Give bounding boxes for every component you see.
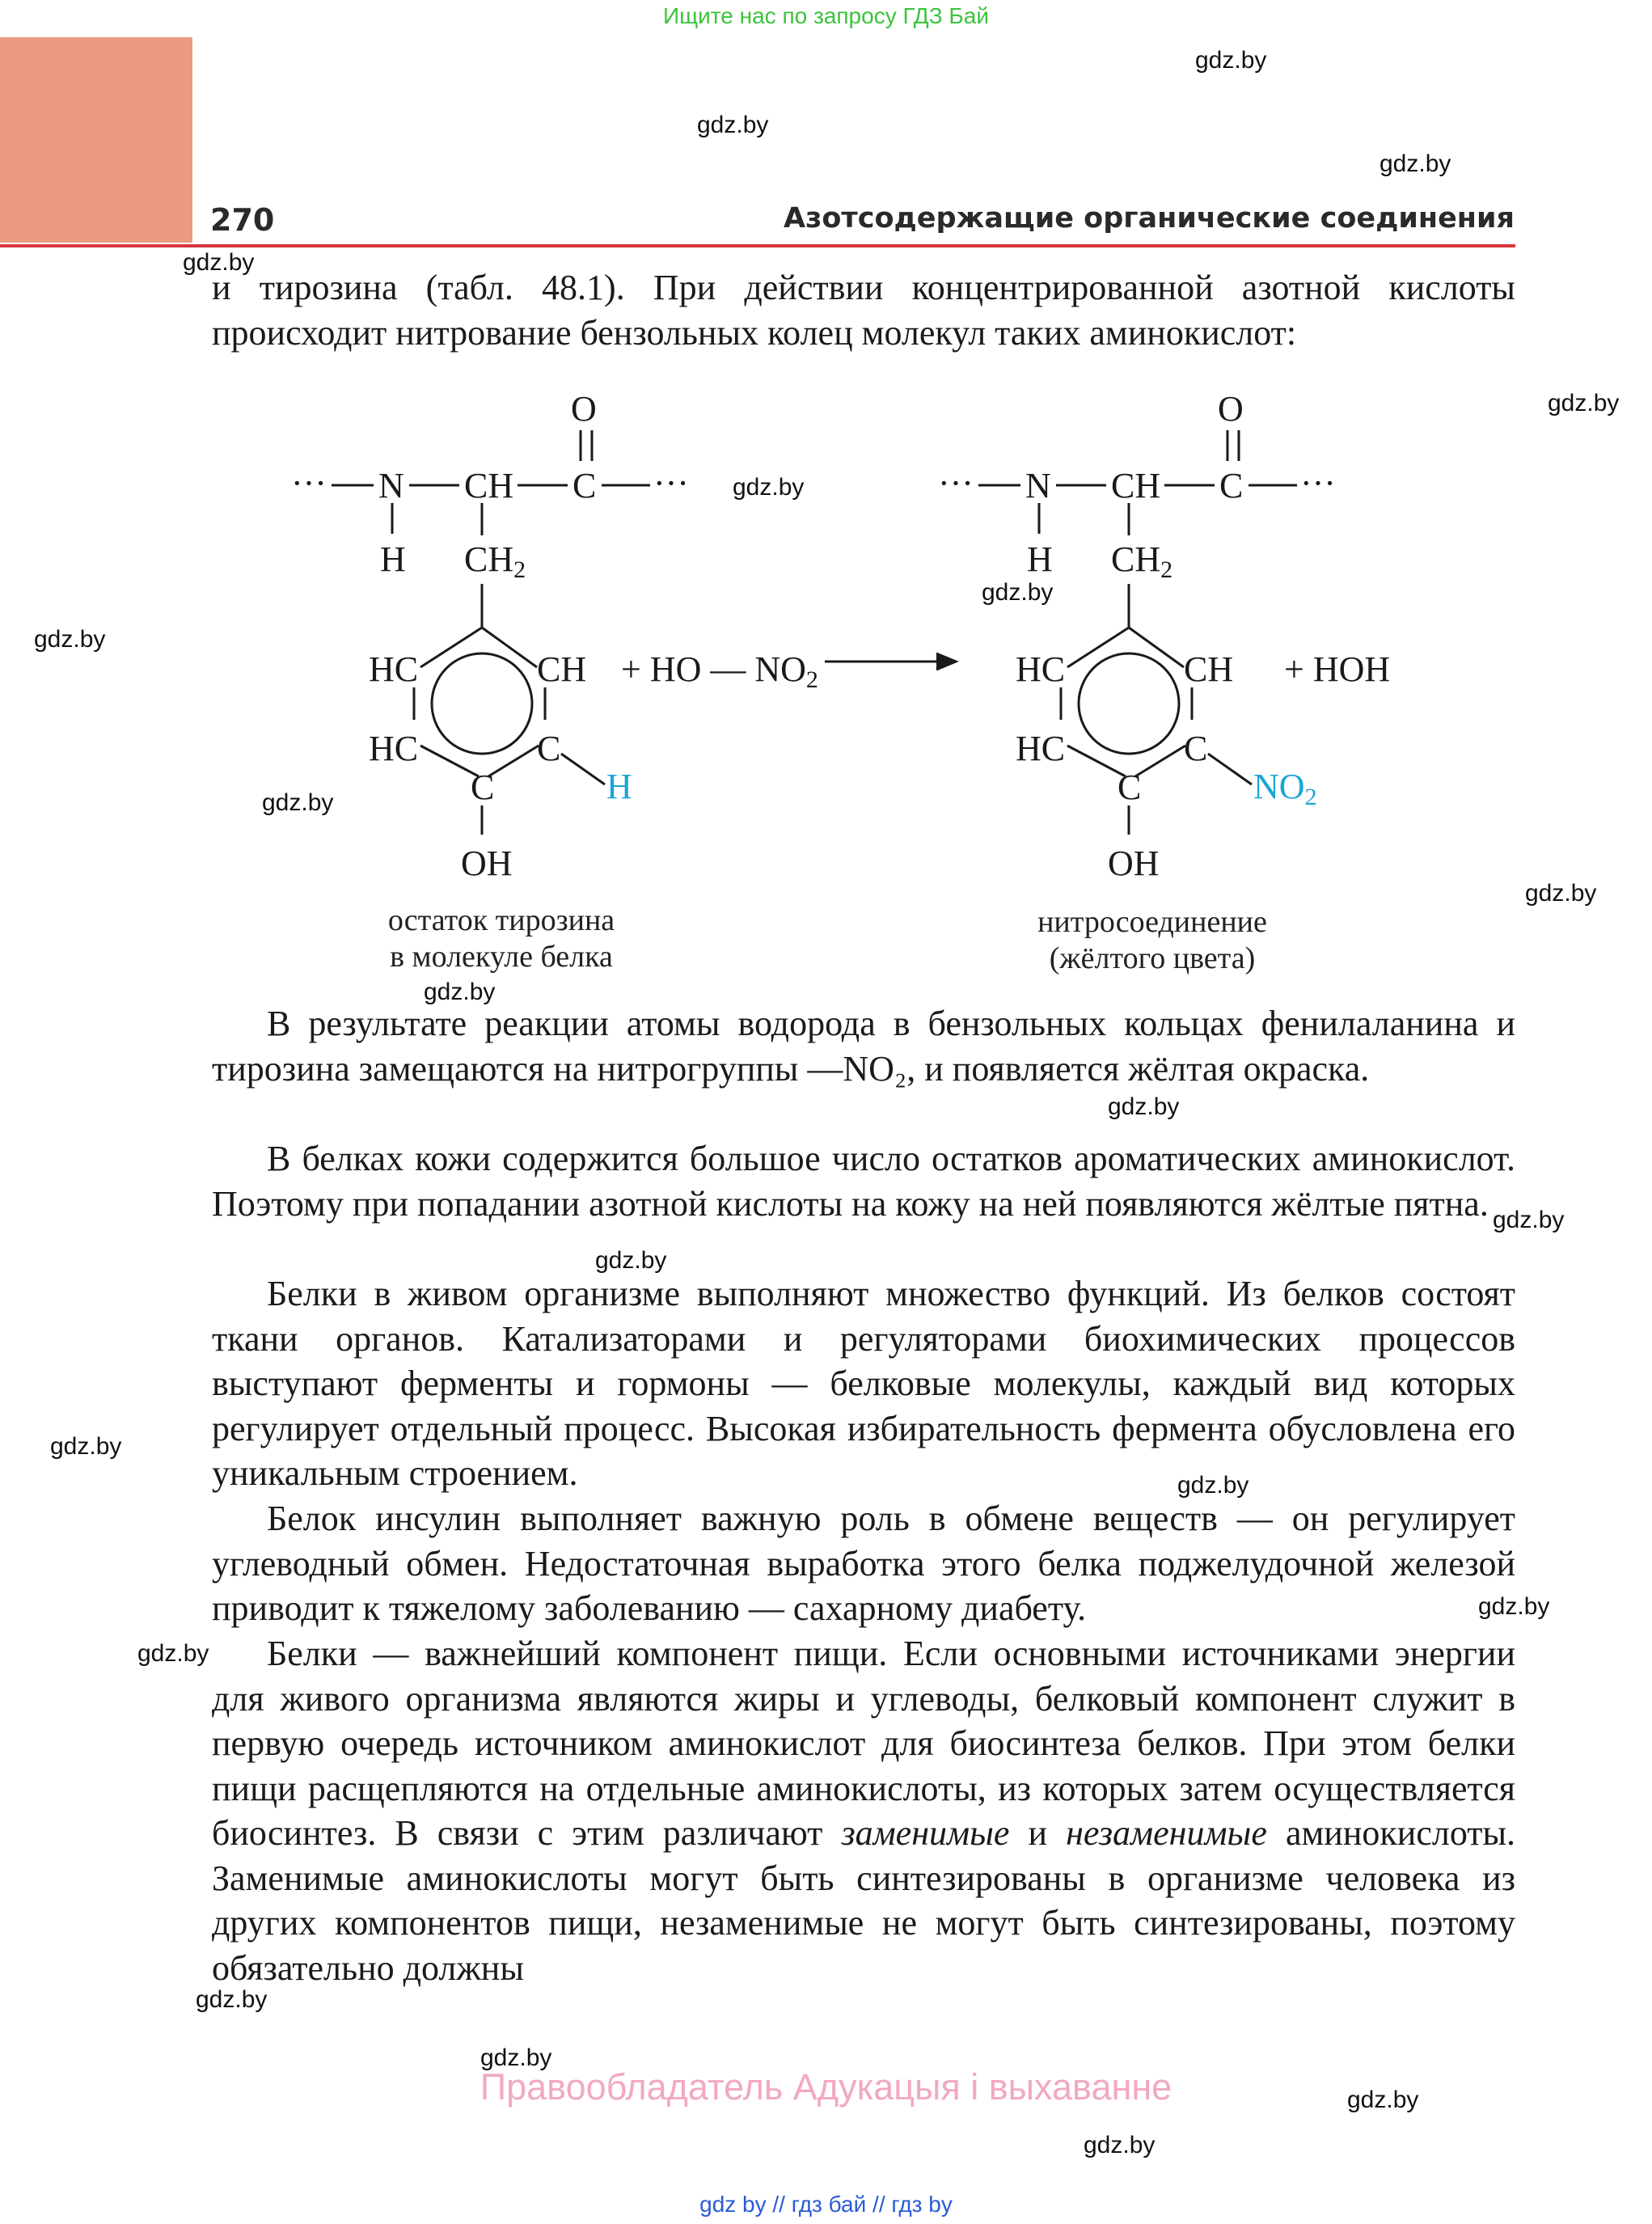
carbonyl-c: C xyxy=(572,466,597,505)
watermark: gdz.by xyxy=(34,626,106,653)
left-caption-line-1: остаток тирозина xyxy=(387,903,615,937)
reagent-nitric-acid: + HO — NO xyxy=(621,649,806,689)
chapter-title: Азотсодержащие органические соединения xyxy=(783,202,1515,235)
ring-c-bottom: C xyxy=(471,767,495,807)
watermark: gdz.by xyxy=(697,112,769,138)
watermark: gdz.by xyxy=(1525,880,1597,907)
svg-text:+ HO — NO2 xyxy=(621,649,818,693)
svg-text:OH: OH xyxy=(1108,844,1160,883)
svg-text:C: C xyxy=(1184,729,1208,768)
right-caption-line-2: (жёлтого цвета) xyxy=(1049,941,1256,975)
footer-links[interactable]: gdz by // гдз бай // гдз by xyxy=(699,2192,953,2217)
svg-text:···: ··· xyxy=(1300,463,1336,503)
svg-text:CH: CH xyxy=(1184,649,1234,689)
hydroxyl-group: OH xyxy=(461,844,513,883)
byproduct-water: + HOH xyxy=(1284,649,1391,689)
ring-ch-top: CH xyxy=(537,649,587,689)
svg-text:···: ··· xyxy=(938,463,974,503)
svg-text:CH2: CH2 xyxy=(1111,539,1173,583)
paragraph-insulin: Белок инсулин выполняет важную роль в обмене веществ — он регулирует углеводный обмен. Недостаточная выработка этого белка поджелудочной железой приводит к тяжелому заболеванию — сахарному диабету. xyxy=(212,1499,1515,1628)
term-replaceable: заменимые xyxy=(841,1813,1010,1853)
watermark: gdz.by xyxy=(1084,2132,1156,2158)
watermark: gdz.by xyxy=(137,1640,209,1667)
watermark: gdz.by xyxy=(1478,1593,1550,1620)
nitro-subscript: 2 xyxy=(1304,784,1317,810)
reaction-arrow xyxy=(825,653,956,670)
watermark: gdz.by xyxy=(183,249,255,276)
svg-text:NO2 xyxy=(1253,767,1317,810)
backbone-n-atom: N xyxy=(378,466,404,505)
ring-hc-top: HC xyxy=(369,649,419,689)
search-banner[interactable]: Ищите нас по запросу ГДЗ Бай xyxy=(662,3,990,28)
nitro-compound-structure xyxy=(938,389,1336,883)
paragraph-nitration-result: В результате реакции атомы водорода в бензольных кольцах фенилаланина и тирозина замещаются на нитрогруппы —NO₂, и появляется жёлтая окраска. xyxy=(212,1004,1515,1089)
watermark: gdz.by xyxy=(196,1986,268,2013)
left-caption xyxy=(340,903,663,975)
page-color-tab xyxy=(0,37,192,243)
intro-paragraph: и тирозина (табл. 48.1). При действии концентрированной азотной кислоты происходит нитрование бензольных колец молекул таких аминокислот: xyxy=(212,268,1515,353)
watermark: gdz.by xyxy=(262,789,334,816)
svg-text:HC: HC xyxy=(1016,729,1066,768)
watermark: gdz.by xyxy=(595,1247,667,1274)
term-essential: незаменимые xyxy=(1066,1813,1267,1853)
reagent-subscript: 2 xyxy=(805,666,818,693)
watermark: gdz.by xyxy=(1548,390,1620,416)
svg-text:H: H xyxy=(1027,539,1053,579)
rights-holder-notice: Правообладатель Адукацыя і выхаванне xyxy=(480,2066,1172,2108)
watermark: gdz.by xyxy=(1177,1472,1249,1499)
svg-text:CH2 xyxy=(464,539,526,583)
header-rule xyxy=(0,244,1515,247)
watermark: gdz.by xyxy=(50,1433,122,1460)
watermark: gdz.by xyxy=(733,474,805,501)
ring-c-right: C xyxy=(537,729,561,768)
ch2-group: CH xyxy=(464,539,514,579)
watermark: gdz.by xyxy=(480,2044,552,2071)
paragraph-protein-functions: Белки в живом организме выполняют множество функций. Из белков состоят ткани органов. Катализаторами и регуляторами биохимических процессов выступают ферменты и гормоны — белковые молекулы, каждый вид которых регулирует отдельный процесс. Высокая избирательность фермента обусловлена его уникальным строением. xyxy=(212,1274,1515,1493)
backbone-ch: CH xyxy=(464,466,514,505)
nitro-group: NO xyxy=(1253,767,1305,806)
paragraph-food-proteins: Белки — важнейший компонент пищи. Если основными источниками энергии для живого организма являются жиры и углеводы, белковый компонент служит в первую очередь источником аминокислот для биосинтеза белков. При этом белки пищи расщепляются на отдельные аминокислоты, из которых затем осуществляется биосинтез. В связи с этим различают заменимые и незаменимые аминокислоты. Заменимые аминокислоты могут быть синтезированы в организме человека из других компонентов пищи, незаменимые не могут быть синтезированы, поэтому обязательно должны xyxy=(212,1634,1516,1988)
carbonyl-oxygen: O xyxy=(571,389,597,429)
backbone-left-dots: ··· xyxy=(291,463,327,503)
watermark: gdz.by xyxy=(1108,1093,1180,1120)
ch2-subscript: 2 xyxy=(513,556,526,583)
svg-text:CH: CH xyxy=(1111,466,1161,505)
tyrosine-residue-structure xyxy=(291,389,689,883)
nitration-reaction-scheme xyxy=(291,380,1472,898)
substituted-hydrogen: H xyxy=(606,767,632,806)
paragraph-skin-proteins: В белках кожи содержится большое число остатков ароматических аминокислот. Поэтому при попадании азотной кислоты на кожу на ней появляются жёлтые пятна. xyxy=(212,1139,1515,1224)
right-caption xyxy=(1003,904,1302,977)
watermark: gdz.by xyxy=(424,979,496,1005)
svg-text:N: N xyxy=(1025,466,1051,505)
backbone-right-dots: ··· xyxy=(653,463,689,503)
amine-hydrogen: H xyxy=(380,539,406,579)
watermark: gdz.by xyxy=(1195,47,1267,74)
svg-text:C: C xyxy=(1219,466,1244,505)
watermark: gdz.by xyxy=(1347,2087,1419,2113)
page-number: 270 xyxy=(210,202,275,238)
svg-text:C: C xyxy=(1118,767,1142,807)
watermark: gdz.by xyxy=(982,579,1054,606)
watermark: gdz.by xyxy=(1493,1207,1565,1233)
svg-text:HC: HC xyxy=(1016,649,1066,689)
right-caption-line-1: нитросоединение xyxy=(1037,905,1267,939)
left-caption-line-2: в молекуле белка xyxy=(390,940,613,974)
ring-hc-bottom: HC xyxy=(369,729,419,768)
watermark: gdz.by xyxy=(1379,150,1451,177)
svg-text:O: O xyxy=(1218,389,1244,429)
